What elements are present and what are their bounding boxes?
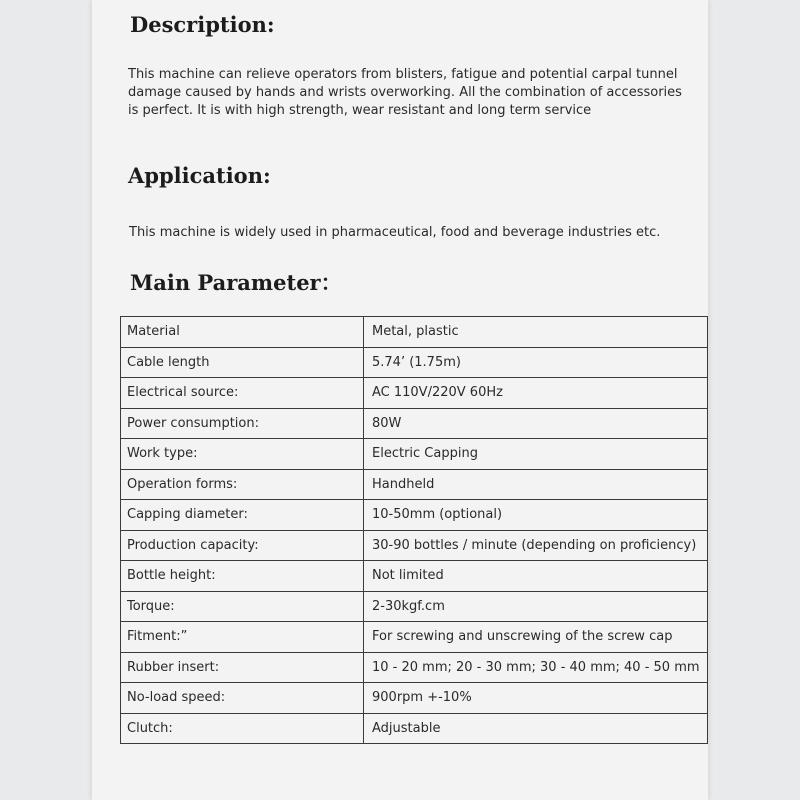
param-value: 900rpm +-10% bbox=[364, 683, 708, 714]
param-value: Electric Capping bbox=[364, 439, 708, 470]
param-value: 10 - 20 mm; 20 - 30 mm; 30 - 40 mm; 40 - 50 mm bbox=[364, 652, 708, 683]
table-row bbox=[121, 347, 708, 378]
description-heading: Description: bbox=[130, 12, 275, 37]
param-label: Operation forms: bbox=[121, 469, 364, 500]
param-label: Bottle height: bbox=[121, 561, 364, 592]
table-row bbox=[121, 652, 708, 683]
param-value: 30-90 bottles / minute (depending on proficiency) bbox=[364, 530, 708, 561]
table-row bbox=[121, 622, 708, 653]
param-label: No-load speed: bbox=[121, 683, 364, 714]
param-value: Adjustable bbox=[364, 713, 708, 744]
parameter-table bbox=[120, 316, 708, 744]
param-label: Production capacity: bbox=[121, 530, 364, 561]
table-row bbox=[121, 561, 708, 592]
param-value: Handheld bbox=[364, 469, 708, 500]
param-label: Electrical source: bbox=[121, 378, 364, 409]
param-label: Capping diameter: bbox=[121, 500, 364, 531]
param-value: 10-50mm (optional) bbox=[364, 500, 708, 531]
param-value: 2-30kgf.cm bbox=[364, 591, 708, 622]
main-parameter-heading: Main Parameter： bbox=[130, 270, 342, 295]
table-row bbox=[121, 439, 708, 470]
table-row bbox=[121, 500, 708, 531]
table-row bbox=[121, 713, 708, 744]
param-value: AC 110V/220V 60Hz bbox=[364, 378, 708, 409]
document-page bbox=[92, 0, 708, 800]
param-value: 80W bbox=[364, 408, 708, 439]
param-value: Metal, plastic bbox=[364, 317, 708, 348]
param-label: Clutch: bbox=[121, 713, 364, 744]
table-row bbox=[121, 408, 708, 439]
param-value: For screwing and unscrewing of the screw cap bbox=[364, 622, 708, 653]
param-label: Power consumption: bbox=[121, 408, 364, 439]
param-label: Cable length bbox=[121, 347, 364, 378]
param-label: Rubber insert: bbox=[121, 652, 364, 683]
table-row bbox=[121, 530, 708, 561]
table-row bbox=[121, 683, 708, 714]
application-text: This machine is widely used in pharmaceutical, food and beverage industries etc. bbox=[129, 225, 661, 240]
param-label: Material bbox=[121, 317, 364, 348]
param-label: Work type: bbox=[121, 439, 364, 470]
description-text: This machine can relieve operators from blisters, fatigue and potential carpal tunnel damage caused by hands and wrists overworking. All the combination of accessories is perfect. It is with high strength, wear resistant and long term service bbox=[128, 67, 682, 118]
param-value: Not limited bbox=[364, 561, 708, 592]
param-value: 5.74’ (1.75m) bbox=[364, 347, 708, 378]
application-heading: Application: bbox=[128, 163, 271, 188]
table-row bbox=[121, 591, 708, 622]
table-row bbox=[121, 469, 708, 500]
table-row bbox=[121, 378, 708, 409]
param-label: Fitment:” bbox=[121, 622, 364, 653]
table-row bbox=[121, 317, 708, 348]
param-label: Torque: bbox=[121, 591, 364, 622]
